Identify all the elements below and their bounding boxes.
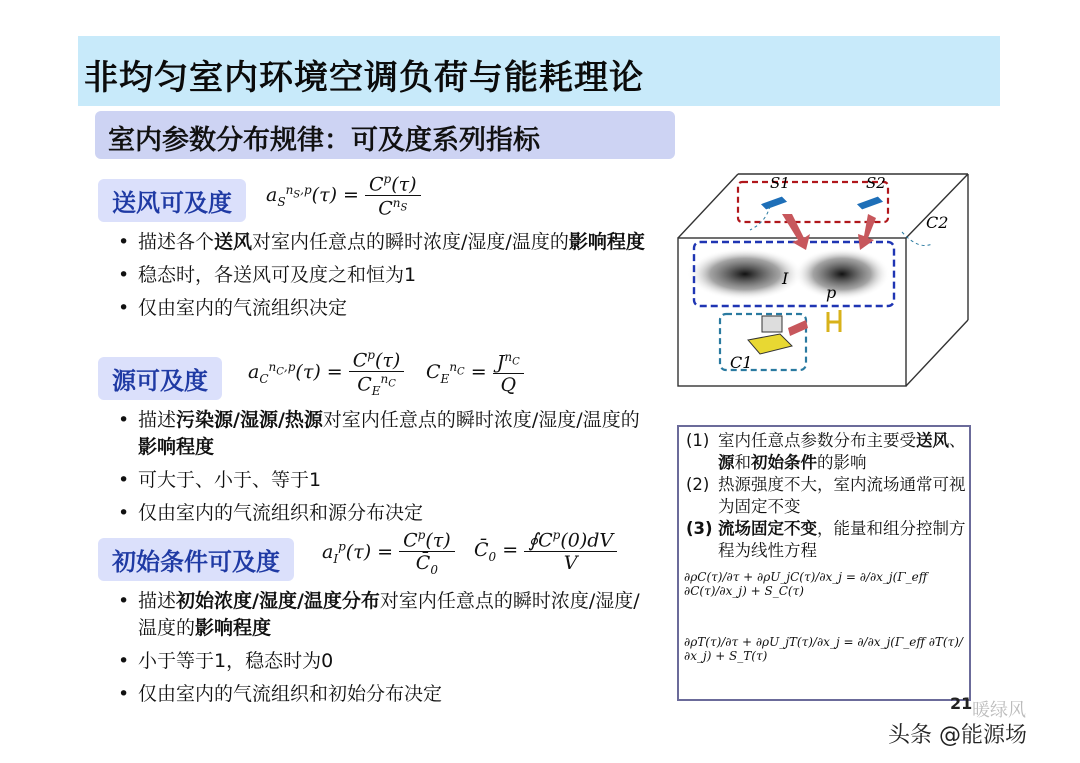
airflow-arrow-icon <box>858 214 876 250</box>
formula-initial-c0: $C̄_0$ = $\frac{∮C^p(0)dV}{V}$ <box>474 528 617 574</box>
label-s1: S1 <box>770 174 790 192</box>
toutiao-watermark: 头条 @能源场 <box>888 723 1027 748</box>
section-label-source: 源可及度 <box>98 357 222 400</box>
room-diagram <box>670 170 980 395</box>
bullet-item: • 可大于、小于、等于1 <box>118 467 648 494</box>
formula-source: $a_C^{n_C,p}(\tau)$ = $\frac{C^p(\tau)}{C_E^{n_C}}$ <box>248 348 404 398</box>
airflow-arrow-icon <box>788 320 808 336</box>
formula-supply: $a_S^{n_S,p}(\tau)$ = $\frac{C^p(\tau)}{C^{n_S}}$ <box>266 172 421 220</box>
bullets-initial <box>118 588 658 714</box>
bullet-item: • 仅由室内的气流组织和初始分布决定 <box>118 681 658 708</box>
page-subtitle: 室内参数分布规律：可及度系列指标 <box>108 125 540 156</box>
label-s2: S2 <box>866 174 886 192</box>
bullets-source <box>118 407 648 533</box>
equation-concentration: ∂ρC(τ)/∂τ + ∂ρU_jC(τ)/∂x_j = ∂/∂x_j(Γ_eff ∂C(τ)/∂x_j) + S_C(τ) <box>684 570 928 598</box>
airflow-arrow-icon <box>782 214 810 250</box>
bullet-item: • 稳态时，各送风可及度之和恒为1 <box>118 262 658 289</box>
bullet-item: • 小于等于1，稳态时为0 <box>118 648 658 675</box>
section-label-supply: 送风可及度 <box>98 179 246 222</box>
bullet-item: • 描述初始浓度/湿度/温度分布对室内任意点的瞬时浓度/湿度/温度的影响程度 <box>118 588 658 642</box>
supply-diffuser-icon <box>856 196 884 210</box>
computer-icon <box>762 316 782 332</box>
equation-temperature: ∂ρT(τ)/∂τ + ∂ρU_jT(τ)/∂x_j = ∂/∂x_j(Γ_eff ∂T(τ)/∂x_j) + S_T(τ) <box>684 635 963 663</box>
bullet-item: • 仅由室内的气流组织决定 <box>118 295 658 322</box>
label-i: I <box>782 269 789 288</box>
note-item: (3) 流场固定不变，能量和组分控制方程为线性方程 <box>686 519 966 560</box>
formula-initial: $a_I^p(\tau)$ = $\frac{C^p(\tau)}{C̄_0}$ <box>322 528 455 577</box>
bullet-item: • 描述污染源/湿源/热源对室内任意点的瞬时浓度/湿度/温度的影响程度 <box>118 407 648 461</box>
page-title: 非均匀室内环境空调负荷与能耗理论 <box>84 58 644 98</box>
wechat-watermark: 暖绿风 <box>972 700 1026 721</box>
section-label-initial: 初始条件可及度 <box>98 538 294 581</box>
page-number: 21 <box>950 694 973 713</box>
formula-source-e: $C_E^{n_C}$ = $\frac{J^{n_C}}{Q}$ <box>426 350 524 396</box>
bullet-item: • 仅由室内的气流组织和源分布决定 <box>118 500 648 527</box>
chair-icon <box>828 310 840 332</box>
supply-diffuser-icon <box>760 196 788 210</box>
note-item: (2) 热源强度不大，室内流场通常可视为固定不变 <box>686 475 966 516</box>
desk-icon <box>748 334 792 354</box>
bullets-supply <box>118 229 658 328</box>
label-p: p <box>826 283 837 302</box>
label-c1: C1 <box>730 353 753 372</box>
notes-list <box>686 430 966 562</box>
concentration-blob <box>794 248 890 300</box>
label-c2: C2 <box>926 213 949 232</box>
note-item: (1) 室内任意点参数分布主要受送风、源和初始条件的影响 <box>686 431 966 472</box>
bullet-item: • 描述各个送风对室内任意点的瞬时浓度/湿度/温度的影响程度 <box>118 229 658 256</box>
